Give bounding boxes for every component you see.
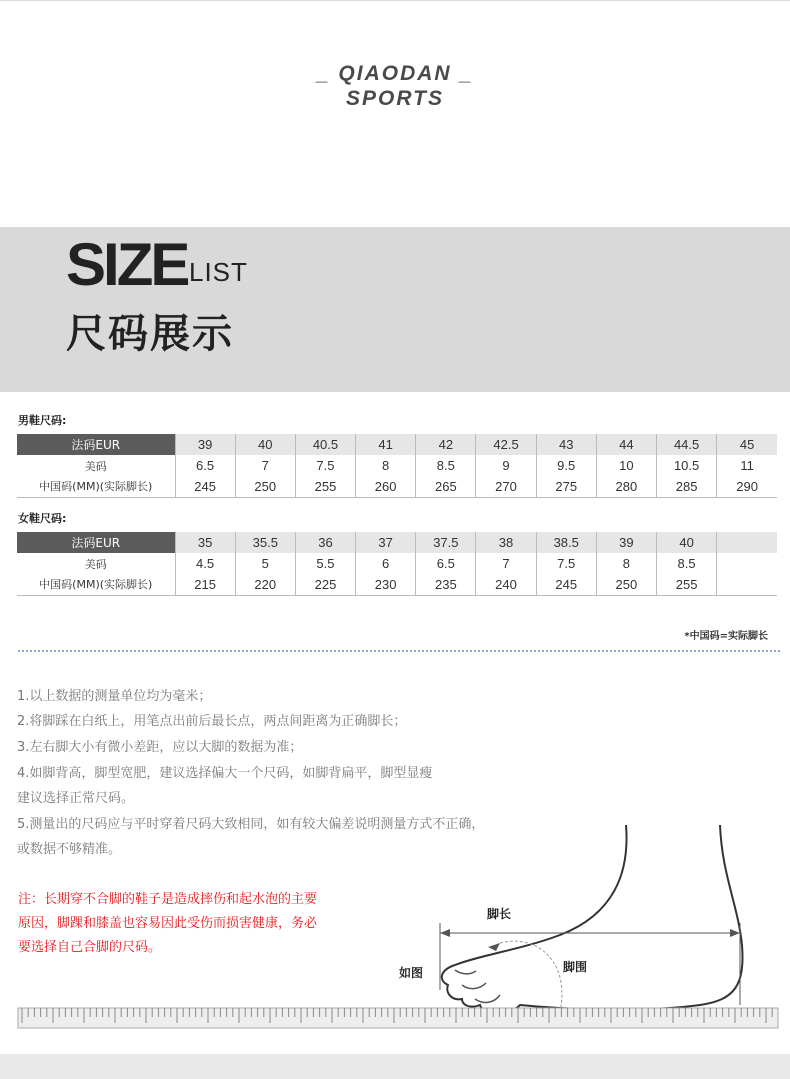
table-cell: 35.5 <box>235 532 295 553</box>
table-cell: 42.5 <box>476 434 536 455</box>
table-cell: 8.5 <box>657 553 717 574</box>
table-cell: 40.5 <box>295 434 355 455</box>
instruction-line-4: 4.如脚背高，脚型宽肥，建议选择偏大一个尺码，如脚背扁平，脚型显瘦 <box>17 766 433 781</box>
table-cell: 245 <box>536 574 596 595</box>
table-cell: 41 <box>356 434 416 455</box>
women-table-title: 女鞋尺码: <box>18 512 67 525</box>
foot-measure-diagram <box>0 815 790 1045</box>
table-cell: 44.5 <box>657 434 717 455</box>
table-row <box>17 574 777 595</box>
instruction-line-7: 或数据不够精准。 <box>17 842 122 857</box>
brand-dash-left: _ <box>316 62 331 85</box>
table-cell: 35 <box>175 532 235 553</box>
table-cell: 42 <box>416 434 476 455</box>
table-cell: 215 <box>175 574 235 595</box>
instruction-line-3: 3.左右脚大小有微小差距，应以大脚的数据为准； <box>17 740 303 755</box>
table-cell: 7 <box>235 455 295 476</box>
table-cell: 43 <box>536 434 596 455</box>
table-cell: 37 <box>356 532 416 553</box>
women-size-table <box>17 532 777 596</box>
table-cell: 250 <box>235 476 295 497</box>
table-cell: 8 <box>356 455 416 476</box>
table-cell <box>717 574 777 595</box>
brand-line1: QIAODAN <box>338 62 452 85</box>
instruction-line-6: 5.测量出的尺码应与平时穿着尺码大致相同，如有较大偏差说明测量方式不正确， <box>17 817 485 832</box>
length-arrow-head-left <box>440 929 450 937</box>
length-arrow-head-right <box>730 929 740 937</box>
warning-line-2: 原因，脚踝和膝盖也容易因此受伤而损害健康，务必 <box>18 916 318 931</box>
instruction-line-1: 1.以上数据的测量单位均为毫米； <box>17 689 212 704</box>
table-cell: 6 <box>356 553 416 574</box>
table-cell: 240 <box>476 574 536 595</box>
table-cell: 7.5 <box>536 553 596 574</box>
table-cell: 250 <box>596 574 656 595</box>
men-size-table <box>17 434 777 498</box>
table-row <box>17 553 777 574</box>
size-note: *中国码=实际脚长 <box>684 631 768 642</box>
brand-logo-text <box>0 61 790 111</box>
bottom-band <box>0 1054 790 1079</box>
toe-lines <box>455 970 500 1002</box>
banner-cn-title: 尺码展示 <box>66 311 234 357</box>
foot-circumference-label: 脚围 <box>563 960 588 974</box>
circumference-curve <box>500 941 562 1011</box>
table-cell: 275 <box>536 476 596 497</box>
table-cell: 38.5 <box>536 532 596 553</box>
table-row <box>17 476 777 497</box>
table-cell: 38 <box>476 532 536 553</box>
ruler-bar <box>18 1008 778 1028</box>
table-cell: 260 <box>356 476 416 497</box>
row-header: 法码EUR <box>17 434 175 455</box>
table-cell: 255 <box>657 574 717 595</box>
table-cell: 9 <box>476 455 536 476</box>
brand-dash-right: _ <box>459 62 474 85</box>
row-header: 中国码(MM)(实际脚长) <box>17 476 175 497</box>
table-cell: 4.5 <box>175 553 235 574</box>
table-cell: 265 <box>416 476 476 497</box>
table-cell: 37.5 <box>416 532 476 553</box>
instruction-line-5: 建议选择正常尺码。 <box>17 791 135 806</box>
table-cell: 255 <box>295 476 355 497</box>
table-cell: 225 <box>295 574 355 595</box>
table-cell: 39 <box>596 532 656 553</box>
table-row <box>17 532 777 553</box>
table-cell: 245 <box>175 476 235 497</box>
brand-header <box>0 0 790 227</box>
row-header: 中国码(MM)(实际脚长) <box>17 574 175 595</box>
table-cell: 6.5 <box>416 553 476 574</box>
table-cell: 40 <box>657 532 717 553</box>
warning-line-1: 注：长期穿不合脚的鞋子是造成摔伤和起水泡的主要 <box>18 892 318 907</box>
table-cell: 45 <box>717 434 777 455</box>
row-header: 美码 <box>17 553 175 574</box>
table-cell: 11 <box>740 458 754 473</box>
table-cell: 230 <box>356 574 416 595</box>
table-cell: 7.5 <box>295 455 355 476</box>
table-row <box>17 455 777 476</box>
banner-list-title: LIST <box>189 257 248 287</box>
table-cell: 6.5 <box>175 455 235 476</box>
table-cell <box>717 553 777 574</box>
instruction-line-2: 2.将脚踩在白纸上，用笔点出前后最长点，两点间距离为正确脚长； <box>17 714 407 729</box>
row-header: 美码 <box>17 455 175 476</box>
table-row <box>17 434 777 455</box>
table-cell: 220 <box>235 574 295 595</box>
table-cell: 235 <box>416 574 476 595</box>
table-cell: 40 <box>235 434 295 455</box>
brand-line2: SPORTS <box>346 87 444 110</box>
table-cell: 285 <box>657 476 717 497</box>
table-cell: 9.5 <box>536 455 596 476</box>
table-cell: 10 <box>596 455 656 476</box>
table-cell: 44 <box>596 434 656 455</box>
row-header: 法码EUR <box>17 532 175 553</box>
dotted-divider <box>18 650 780 652</box>
table-cell <box>717 532 777 553</box>
circumference-arrow <box>488 943 500 951</box>
table-cell: 10.5 <box>657 455 717 476</box>
table-cell: 39 <box>175 434 235 455</box>
table-cell: 280 <box>596 476 656 497</box>
table-cell: 8 <box>596 553 656 574</box>
banner-size-title: SIZE <box>66 231 188 298</box>
table-cell: 5 <box>235 553 295 574</box>
table-cell: 270 <box>476 476 536 497</box>
table-cell: 5.5 <box>295 553 355 574</box>
table-cell: 7 <box>476 553 536 574</box>
foot-length-label: 脚长 <box>487 907 512 921</box>
as-shown-label: 如图 <box>399 966 424 980</box>
table-cell: 36 <box>295 532 355 553</box>
table-cell: 8.5 <box>416 455 476 476</box>
warning-line-3: 要选择自己合脚的尺码。 <box>18 940 162 955</box>
men-table-title: 男鞋尺码: <box>18 414 67 427</box>
table-cell: 290 <box>717 476 777 497</box>
